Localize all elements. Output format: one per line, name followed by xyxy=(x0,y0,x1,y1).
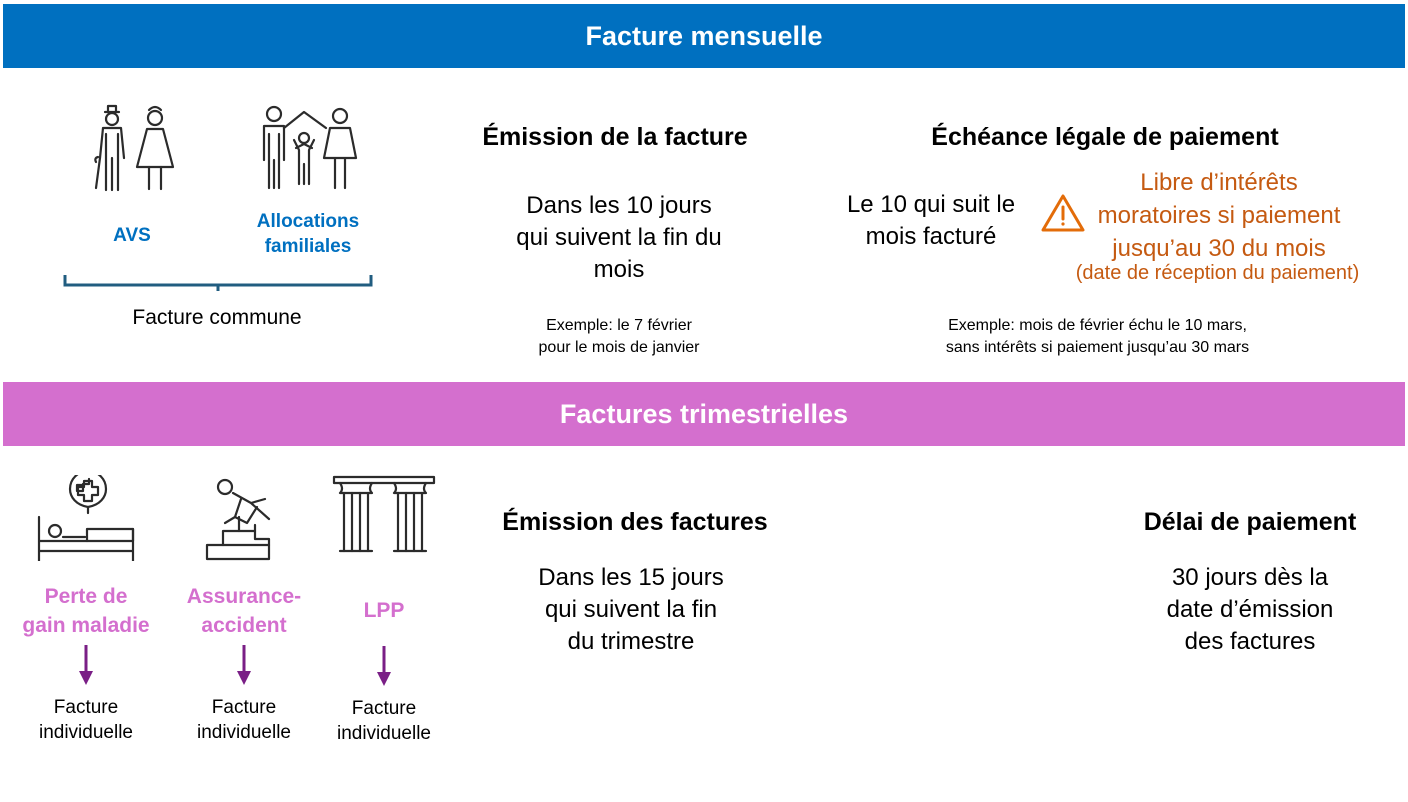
quarterly-emission-text: Dans les 15 jours qui suivent la fin du trimestre xyxy=(538,564,724,655)
falling-stairs-icon xyxy=(205,475,285,561)
monthly-title: Facture mensuelle xyxy=(585,20,823,51)
quarterly-payment-text: 30 jours dès la date d’émission des factures xyxy=(1166,564,1334,655)
result-label-lpp: Facture individuelle xyxy=(336,698,431,744)
arrow-down-icon xyxy=(376,646,392,688)
arrow-down-icon xyxy=(78,645,94,687)
quarterly-payment-heading: Délai de paiement xyxy=(1143,508,1357,536)
pillars-icon xyxy=(332,475,436,555)
monthly-due-text: Le 10 qui suit le mois facturé xyxy=(846,191,1016,250)
monthly-due-example: Exemple: mois de février échu le 10 mars, sans intérêts si paiement jusqu’au 30 mars xyxy=(945,317,1250,356)
monthly-banner xyxy=(3,4,1405,68)
category-label-assurance-accident: Assurance- accident xyxy=(186,585,302,637)
monthly-due-heading: Échéance légale de paiement xyxy=(931,123,1279,151)
arrow-down-icon xyxy=(236,645,252,687)
result-label-perte-gain: Facture individuelle xyxy=(38,697,133,743)
quarterly-banner xyxy=(3,382,1405,446)
monthly-emission-heading: Émission de la facture xyxy=(482,123,748,151)
quarterly-emission-heading: Émission des factures xyxy=(502,508,768,536)
monthly-emission-example: Exemple: le 7 février pour le mois de janvier xyxy=(538,317,700,356)
category-label-avs: AVS xyxy=(113,225,151,246)
monthly-due-warning-note: (date de réception du paiement) xyxy=(1075,262,1360,284)
monthly-due-warning-text: Libre d’intérêts moratoires si paiement jusqu’au 30 du mois xyxy=(1097,169,1341,262)
quarterly-title: Factures trimestrielles xyxy=(559,398,849,429)
monthly-emission-text: Dans les 10 jours qui suivent la fin du mois xyxy=(516,192,722,283)
common-bracket xyxy=(63,273,373,291)
hospital-bed-icon xyxy=(37,475,135,561)
category-label-lpp: LPP xyxy=(363,599,405,622)
category-label-allocations: Allocations familiales xyxy=(256,211,360,257)
family-icon xyxy=(258,104,358,192)
elderly-couple-icon xyxy=(85,102,180,194)
common-invoice-label: Facture commune xyxy=(132,306,302,329)
result-label-assurance-accident: Facture individuelle xyxy=(196,697,291,743)
category-label-perte-gain: Perte de gain maladie xyxy=(22,585,150,637)
